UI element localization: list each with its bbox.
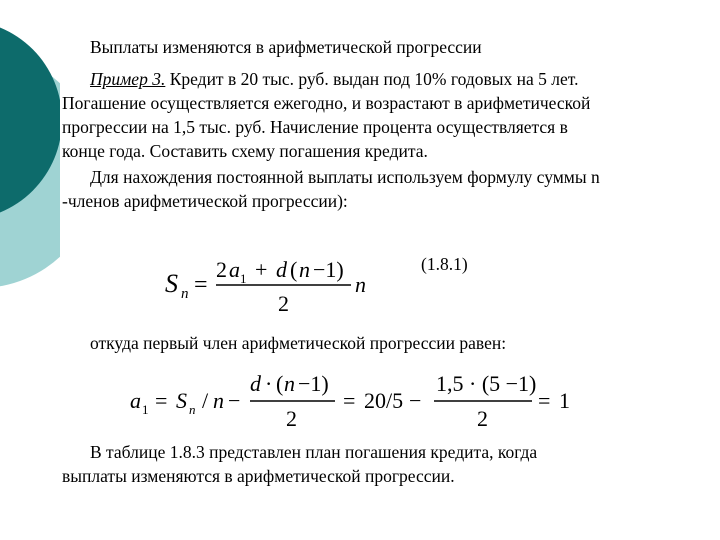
closing-line-1: В таблице 1.8.3 представлен план погашения кредита, когда xyxy=(90,442,538,462)
svg-text:(: ( xyxy=(290,257,298,282)
svg-text:1: 1 xyxy=(142,402,149,417)
example-label: Пример 3. xyxy=(90,69,166,89)
example-line-3: прогрессии на 1,5 тыс. руб. Начисление процента осуществляется в xyxy=(62,117,568,137)
svg-text:n: n xyxy=(213,388,224,413)
svg-text:(: ( xyxy=(276,371,284,396)
svg-text:=: = xyxy=(155,388,168,413)
example-line-2: Погашение осуществляется ежегодно, и возрастают в арифметической xyxy=(62,93,591,113)
svg-text:−1): −1) xyxy=(298,371,329,396)
formula-intro-line-1: Для нахождения постоянной выплаты используем формулу суммы n xyxy=(90,167,600,187)
sum-formula xyxy=(165,257,366,316)
svg-text:2: 2 xyxy=(286,406,297,431)
svg-text:a: a xyxy=(229,257,240,282)
svg-text:n: n xyxy=(299,257,310,282)
svg-text:·: · xyxy=(265,371,273,396)
svg-text:=: = xyxy=(538,388,551,413)
svg-text:n: n xyxy=(181,286,189,302)
example-line-4: конце года. Составить схему погашения кредита. xyxy=(62,141,428,161)
svg-text:S: S xyxy=(176,388,187,413)
svg-text:d: d xyxy=(250,371,261,396)
formula-intro-line-2: -членов арифметической прогрессии): xyxy=(62,191,348,211)
svg-text:−1): −1) xyxy=(313,257,344,282)
svg-text:d: d xyxy=(276,257,287,282)
svg-text:=: = xyxy=(343,388,356,413)
svg-text:1,5 · (5 −1): 1,5 · (5 −1) xyxy=(436,371,537,396)
slide-heading: Выплаты изменяются в арифметической прогрессии xyxy=(90,37,482,57)
svg-text:/: / xyxy=(202,388,209,413)
first-term-formula xyxy=(130,371,570,431)
svg-text:=: = xyxy=(194,272,208,298)
svg-text:n: n xyxy=(284,371,295,396)
svg-text:S: S xyxy=(165,269,178,298)
example-text-1: Кредит в 20 тыс. руб. выдан под 10% годовых на 5 лет. xyxy=(165,69,579,89)
svg-text:2: 2 xyxy=(477,406,488,431)
svg-text:n: n xyxy=(355,272,366,297)
svg-text:a: a xyxy=(130,388,141,413)
svg-text:n: n xyxy=(189,402,196,417)
svg-text:2: 2 xyxy=(216,257,227,282)
svg-text:1: 1 xyxy=(240,271,247,286)
svg-text:−: − xyxy=(228,388,241,413)
svg-text:20/5: 20/5 xyxy=(364,388,404,413)
closing-line-2: выплаты изменяются в арифметической прогрессии. xyxy=(62,466,455,486)
first-term-intro: откуда первый член арифметической прогрессии равен: xyxy=(90,333,507,353)
svg-text:1: 1 xyxy=(559,388,570,413)
svg-text:2: 2 xyxy=(278,291,289,316)
svg-text:+: + xyxy=(255,257,268,282)
svg-text:−: − xyxy=(409,388,422,413)
formula-reference: (1.8.1) xyxy=(421,254,468,274)
